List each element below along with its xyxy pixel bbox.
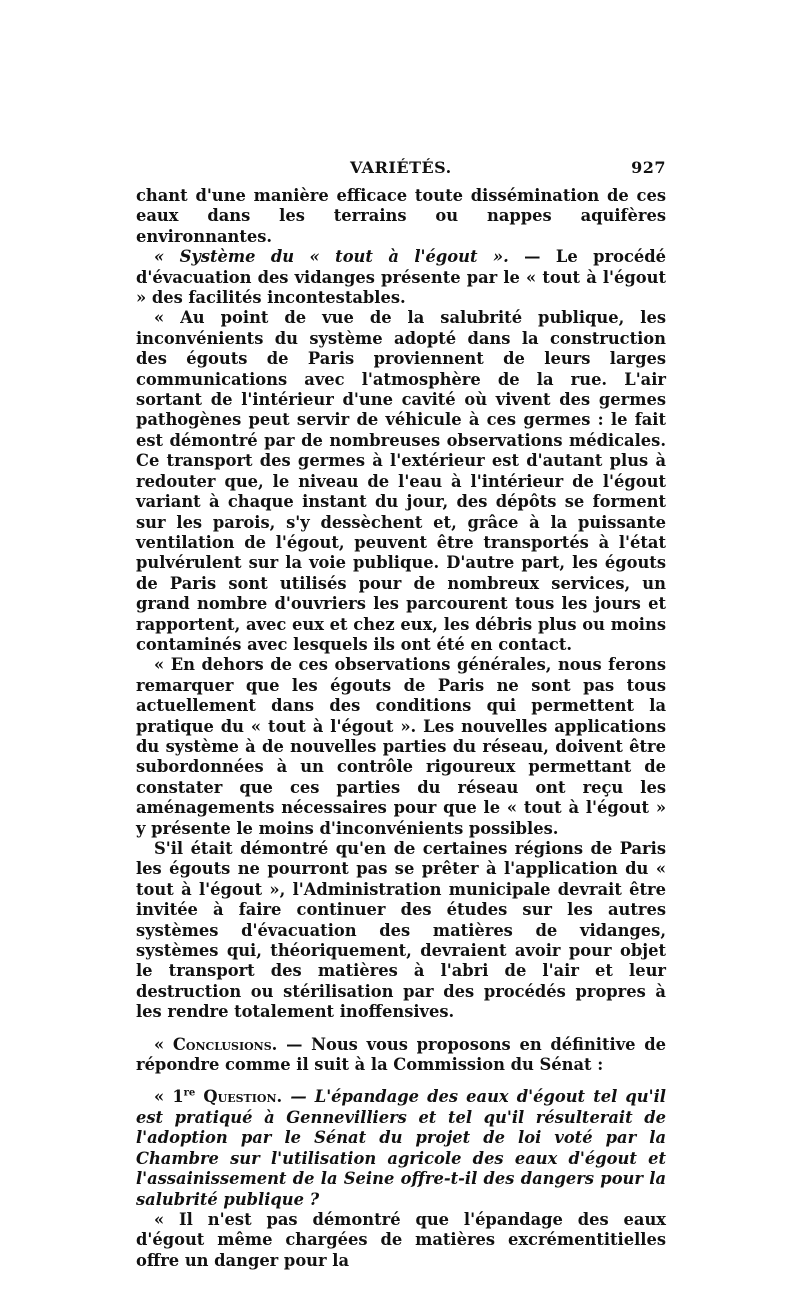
paragraph-salubrite: « Au point de vue de la salubrité publique, les inconvénients du système adopté dans la construction des égouts de Paris proviennent de leurs larges communications avec l'atmosphère de la rue. L'air sortant de l'intérieur d'une cavité où vivent des germes pathogènes peut servir de véhicule à ces germes : le fait est démontré par de nombreuses observations médicales. Ce transport des germes à l'extérieur est d'autant plus à redouter que, le niveau de l'eau à l'intérieur de l'égout variant à chaque instant du jour, des dépôts se forment sur les parois, s'y dessèchent et, grâce à la puissante ventilation de l'égout, peuvent être transportés à l'état pulvérulent sur la voie publique. D'autre part, les égouts de Paris sont utilisés pour de nombreux services, un grand nombre d'ouvriers les parcourent tous les jours et rapportent, avec eux et chez eux, les débris plus ou moins contaminés avec lesquels ils ont été en contact. [136,308,666,654]
conclusions-label: Conclusions. [172,1034,278,1054]
question-text: — L'épandage des eaux d'égout tel qu'il est pratiqué à Gennevilliers et tel qu'il résulterait de l'adoption par le Sénat du projet de loi voté par la Chambre sur l'utilisation agricole des eaux d'égout et l'assainissement de la Seine offre-t-il des dangers pour la salubrité publique ? [136,1087,666,1209]
paragraph-text: — Le procédé d'évacuation des vidanges présente par le « tout à l'égout » des facilités incontestables. [136,247,666,308]
paragraph-answer: « Il n'est pas démontré que l'épandage des eaux d'égout même chargées de matières excrémentitielles offre un danger pour la [136,1209,666,1270]
running-title: VARIÉTÉS. [350,158,452,177]
question-number: « 1 [154,1087,184,1107]
ordinal-suffix: re [183,1088,196,1100]
paragraph-conclusions [136,1035,666,1076]
paragraph-tout-a-legout-intro [136,247,666,308]
paragraph-text: — Nous vous proposons en définitive de répondre comme il suit à la Commission du Sénat : [136,1034,666,1075]
paragraph-question-1 [136,1087,666,1209]
page-body [136,186,666,1271]
running-header [136,158,666,184]
section-heading: « Système du « tout à l'égout ». [154,247,509,267]
question-label: Question. [195,1087,283,1107]
paragraph-administration: S'il était démontré qu'en de certaines régions de Paris les égouts ne pourront pas se prêter à l'application du « tout à l'égout », l'Administration municipale devrait être invitée à faire continuer des études sur les autres systèmes d'évacuation des matières de vidanges, systèmes qui, théoriquement, devraient avoir pour objet le transport des matières à l'abri de l'air et leur destruction ou stérilisation par des procédés propres à les rendre totalement inoffensives. [136,839,666,1022]
paragraph-continuation: chant d'une manière efficace toute dissémination de ces eaux dans les terrains ou nappes aquifères environnantes. [136,186,666,246]
page-number: 927 [631,158,666,177]
paragraph-observations: « En dehors de ces observations générales, nous ferons remarquer que les égouts de Paris ne sont pas tous actuellement dans des conditions qui permettent la pratique du « tout à l'égout ». Les nouvelles applications du système à de nouvelles parties du réseau, doivent être subordonnées à un contrôle rigoureux permettant de constater que ces parties du réseau ont reçu les aménagements nécessaires pour que le « tout à l'égout » y présente le moins d'inconvénients possibles. [136,655,666,838]
quote-mark: « [154,1034,173,1054]
